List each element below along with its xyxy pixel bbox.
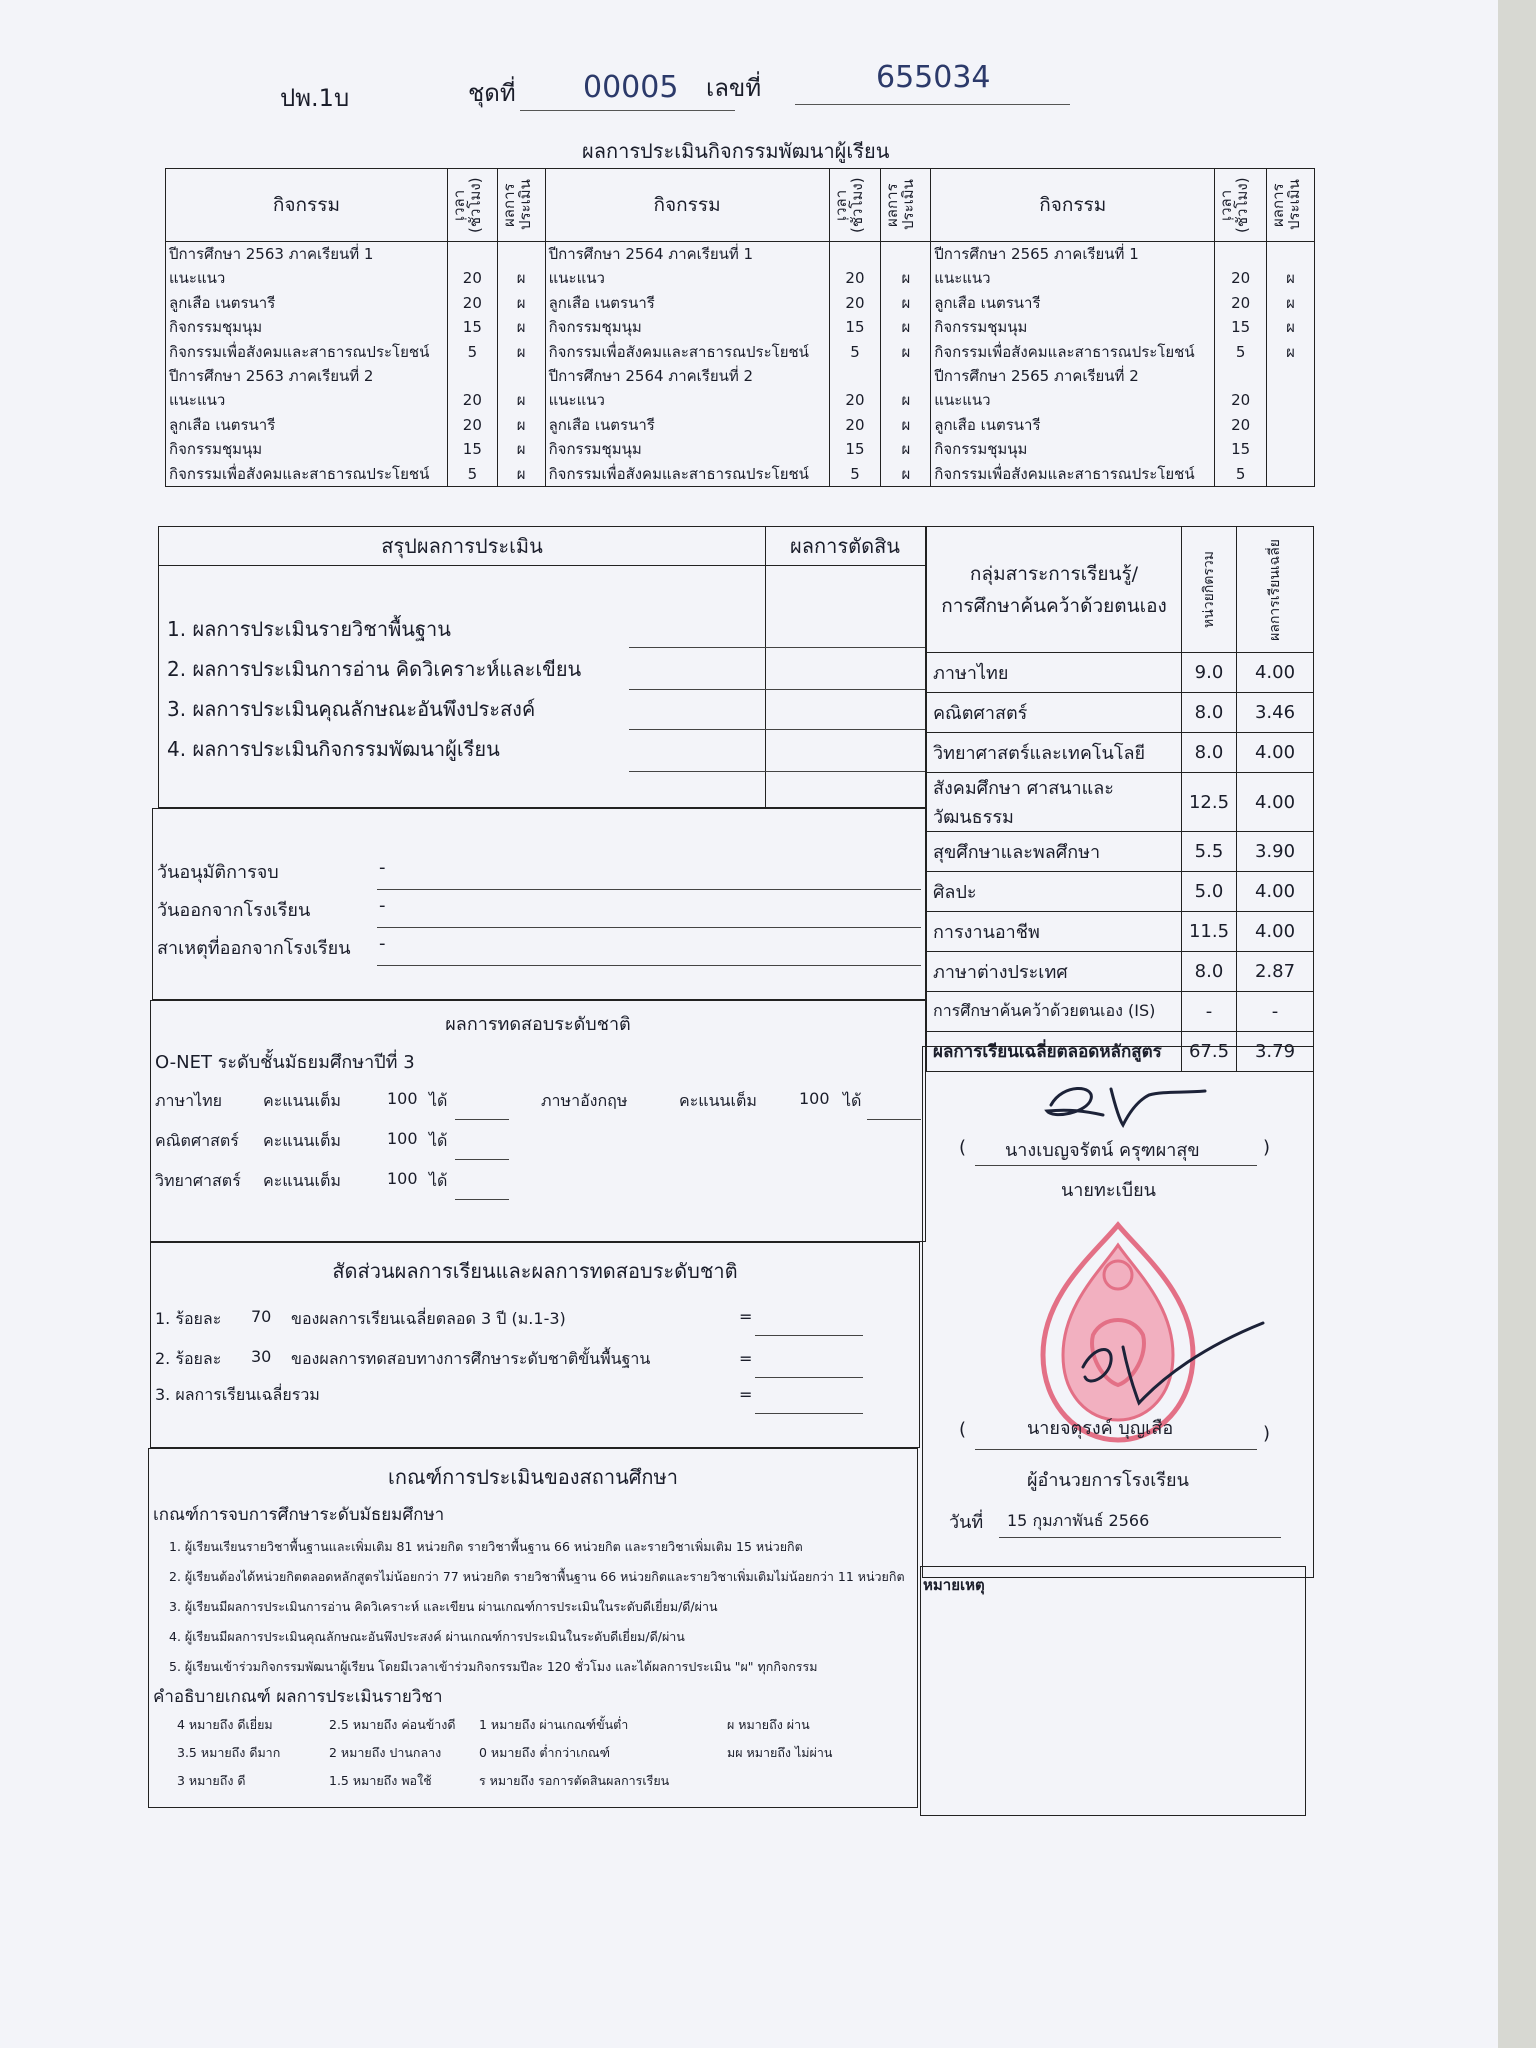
grade-total-credit: 67.5 [1182,1032,1237,1072]
reason-label: สาเหตุที่ออกจากโรงเรียน [157,938,351,959]
ratio-line3-label: 3. ผลการเรียนเฉลี่ยรวม [155,1385,320,1404]
onet-full-label: คะแนนเต็ม [263,1131,341,1150]
activity-result [884,242,927,266]
activity-hours: 15 [462,440,482,459]
activity-result [1270,437,1311,461]
activity-result [1270,242,1311,266]
activity-result: ผ [516,293,526,312]
activity-hours: 5 [850,464,860,483]
onet-subject: คณิตศาสตร์ [155,1131,239,1150]
grades-col-credit: หน่วยกิตรวม [1182,527,1237,653]
director-signature [993,1307,1273,1417]
set-label: ชุดที่ [468,79,516,107]
activity-hours: 5 [467,464,478,483]
approve-label: วันอนุมัติการจบ [157,862,279,883]
activity-hours: 5 [1235,464,1246,483]
legend-item: 0 หมายถึง ต่ำกว่าเกณฑ์ [479,1745,610,1760]
decision-line [629,689,925,690]
activity-name: แนะแนว [934,391,991,410]
activity-name: กิจกรรมชุมนุม [169,440,263,459]
onet-subject: วิทยาศาสตร์ [155,1171,241,1190]
equals-sign: = [739,1307,753,1326]
page-edge [1498,0,1536,2048]
ratio-value-line [755,1413,863,1414]
activity-hours [451,242,494,266]
onet-full-label: คะแนนเต็ม [263,1171,341,1190]
grade-subject: วิทยาศาสตร์และเทคโนโลยี [927,733,1182,773]
remarks-label: หมายเหตุ [923,1576,985,1594]
activity-result [1270,413,1311,437]
grade-subject: สุขศึกษาและพลศึกษา [927,832,1182,872]
criteria-item-4: 4. ผู้เรียนมีผลการประเมินคุณลักษณะอันพึงประสงค์ ผ่านเกณฑ์การประเมินในระดับดีเยี่ยม/ดี/ผ่าน [169,1629,685,1644]
activities-table [165,168,1315,487]
activity-hours [1218,242,1263,266]
activity-name: ปีการศึกษา 2564 ภาคเรียนที่ 2 [548,366,754,385]
activity-result: ผ [901,440,911,459]
number-underline [795,104,1070,105]
activity-name: กิจกรรมเพื่อสังคมและสาธารณประโยชน์ [169,464,430,483]
grade-value: 4.00 [1237,872,1314,912]
activity-hours: 20 [1231,293,1251,312]
activity-hours: 15 [462,318,482,337]
paren-open: ( [959,1137,967,1158]
activity-name: กิจกรรมชุมนุม [548,318,642,337]
onet-full-label: คะแนนเต็ม [263,1091,341,1110]
col1-results [497,242,545,487]
col-hours: เวลา (ชั่วโมง) [447,169,497,242]
activity-hours: 20 [845,415,865,434]
grade-credit: 5.0 [1182,872,1237,912]
activity-name: ปีการศึกษา 2563 ภาคเรียนที่ 1 [169,245,374,263]
col-hours: เวลา (ชั่วโมง) [1215,169,1267,242]
director-name: นายจตุรงค์ บุญเสือ [1027,1418,1174,1439]
legend-item: มผ หมายถึง ไม่ผ่าน [727,1745,833,1760]
activity-name: ลูกเสือ เนตรนารี [934,293,1041,312]
activity-hours: 20 [462,391,482,410]
decision-line [629,647,925,648]
number-label: เลขที่ [706,74,762,102]
grade-legend-title: คำอธิบายเกณฑ์ ผลการประเมินรายวิชา [153,1687,443,1707]
grade-credit: 11.5 [1182,912,1237,952]
activity-result: ผ [1286,293,1295,312]
summary-item-2: 2. ผลการประเมินการอ่าน คิดวิเคราะห์และเขียน [167,657,582,681]
onet-subject: ภาษาอังกฤษ [541,1091,628,1110]
activity-result: ผ [901,464,911,483]
col-activity: กิจกรรม [931,169,1215,242]
col-result: ผลการประเมิน [1267,169,1315,242]
ratio-line1-text: ของผลการเรียนเฉลี่ยตลอด 3 ปี (ม.1-3) [291,1309,566,1328]
equals-sign: = [739,1349,753,1368]
activity-hours: 15 [1231,318,1251,337]
activity-name: กิจกรรมชุมนุม [934,318,1028,337]
col3-names [931,242,1215,487]
activity-name: ลูกเสือ เนตรนารี [548,293,655,312]
onet-score-line [455,1159,509,1160]
legend-item: ผ หมายถึง ผ่าน [727,1717,810,1732]
col2-results [881,242,931,487]
onet-full-score: 100 [387,1129,418,1148]
activity-hours: 20 [462,415,482,434]
ratio-line1-label: 1. ร้อยละ [155,1309,222,1328]
activity-name: กิจกรรมชุมนุม [548,440,642,459]
activity-name: แนะแนว [169,269,226,288]
paren-close: ) [1263,1423,1271,1444]
col2-names [545,242,829,487]
activity-hours: 5 [1235,342,1246,361]
onet-got-label: ได้ [429,1131,448,1150]
activity-name: ลูกเสือ เนตรนารี [548,415,655,434]
grade-value: 3.90 [1237,832,1314,872]
ratio-title: สัดส่วนผลการเรียนและผลการทดสอบระดับชาติ [332,1259,738,1283]
col-result: ผลการประเมิน [881,169,931,242]
activity-name: ปีการศึกษา 2564 ภาคเรียนที่ 1 [548,245,754,263]
national-test-title: ผลการทดสอบระดับชาติ [445,1014,631,1035]
activity-name: แนะแนว [934,269,991,288]
activity-result: ผ [516,391,526,410]
ratio-line2-percent: 30 [251,1347,272,1366]
summary-title: สรุปผลการประเมิน [159,527,766,566]
ratio-line2-label: 2. ร้อยละ [155,1349,222,1368]
grade-credit: 8.0 [1182,952,1237,992]
activities-body [166,242,1315,487]
col-activity: กิจกรรม [166,169,448,242]
legend-item: 4 หมายถึง ดีเยี่ยม [177,1717,273,1732]
activity-result: ผ [516,415,526,434]
decision-title: ผลการตัดสิน [765,527,925,566]
signature-panel [922,1046,1314,1578]
leave-value: - [379,895,386,916]
activity-hours [451,364,494,388]
activity-hours: 15 [845,318,865,337]
set-underline [520,110,735,111]
document-number: 655034 [876,60,991,95]
activity-name: กิจกรรมชุมนุม [934,440,1028,459]
activity-name: แนะแนว [169,391,226,410]
grade-total-label: ผลการเรียนเฉลี่ยตลอดหลักสูตร [927,1032,1182,1072]
summary-item-1: 1. ผลการประเมินรายวิชาพื้นฐาน [167,617,451,641]
criteria-item-3: 3. ผู้เรียนมีผลการประเมินการอ่าน คิดวิเคราะห์ และเขียน ผ่านเกณฑ์การประเมินในระดับดีเยี่ยม/ดี/ผ่าน [169,1599,718,1614]
director-title: ผู้อำนวยการโรงเรียน [1027,1470,1189,1491]
col1-hours [447,242,497,487]
approve-line [377,889,921,890]
grade-subject: ภาษาต่างประเทศ [927,952,1182,992]
date-value: 15 กุมภาพันธ์ 2566 [1007,1511,1150,1530]
activity-result: ผ [516,342,526,361]
activity-hours: 20 [1231,415,1251,434]
activity-hours: 20 [1231,269,1251,288]
activity-result: ผ [516,440,526,459]
activity-name: กิจกรรมเพื่อสังคมและสาธารณประโยชน์ [548,464,809,483]
ratio-line2-text: ของผลการทดสอบทางการศึกษาระดับชาติขั้นพื้นฐาน [291,1349,651,1368]
onet-got-label: ได้ [429,1091,448,1110]
activity-result: ผ [516,464,526,483]
legend-item: 3.5 หมายถึง ดีมาก [177,1745,281,1760]
grade-subject: การงานอาชีพ [927,912,1182,952]
activity-name: ปีการศึกษา 2563 ภาคเรียนที่ 2 [169,366,374,385]
date-line [999,1537,1281,1538]
grade-value: 2.87 [1237,952,1314,992]
registrar-line [975,1165,1257,1166]
activity-name: ปีการศึกษา 2565 ภาคเรียนที่ 1 [934,245,1139,263]
activity-hours: 15 [845,440,865,459]
ratio-value-line [755,1377,863,1378]
legend-item: 1 หมายถึง ผ่านเกณฑ์ขั้นต่ำ [479,1717,629,1732]
onet-full-label: คะแนนเต็ม [679,1091,757,1110]
activity-result: ผ [901,269,911,288]
grade-value: 4.00 [1237,773,1314,832]
onet-score-line [455,1199,509,1200]
col3-results [1267,242,1315,487]
grade-value: 3.46 [1237,693,1314,733]
legend-item: 2 หมายถึง ปานกลาง [329,1745,442,1760]
col-activity: กิจกรรม [545,169,829,242]
activity-result: ผ [901,342,911,361]
activity-name: ลูกเสือ เนตรนารี [169,293,276,312]
onet-score-line [455,1119,509,1120]
approve-value: - [379,857,386,878]
registrar-signature [1033,1075,1213,1135]
ratio-value-line [755,1335,863,1336]
activity-name: กิจกรรมเพื่อสังคมและสาธารณประโยชน์ [934,342,1195,361]
registrar-name: นางเบญจรัตน์ ครุฑผาสุข [1005,1140,1200,1161]
activity-hours: 5 [467,342,478,361]
activity-result: ผ [901,415,911,434]
set-number: 00005 [583,70,679,105]
activity-name: กิจกรรมชุมนุม [169,318,263,337]
activity-hours [833,364,878,388]
onet-full-score: 100 [387,1089,418,1108]
activity-name: กิจกรรมเพื่อสังคมและสาธารณประโยชน์ [169,342,430,361]
activity-hours [833,242,878,266]
director-line [975,1449,1257,1450]
col-result: ผลการประเมิน [497,169,545,242]
activity-hours: 20 [845,269,865,288]
grades-col-grade: ผลการเรียนเฉลี่ย [1237,527,1314,653]
grade-credit: - [1182,992,1237,1032]
grade-credit: 8.0 [1182,693,1237,733]
onet-score-line [867,1119,921,1120]
grade-credit: 5.5 [1182,832,1237,872]
col3-hours [1215,242,1267,487]
grade-value: 4.00 [1237,653,1314,693]
activity-hours: 20 [1231,391,1251,410]
onet-got-label: ได้ [429,1171,448,1190]
onet-full-score: 100 [799,1089,830,1108]
criteria-subtitle: เกณฑ์การจบการศึกษาระดับมัธยมศึกษา [153,1505,445,1525]
summary-item-4: 4. ผลการประเมินกิจกรรมพัฒนาผู้เรียน [167,737,500,761]
activity-result [1270,364,1311,388]
activity-name: ปีการศึกษา 2565 ภาคเรียนที่ 2 [934,366,1139,385]
grade-credit: 12.5 [1182,773,1237,832]
leave-label: วันออกจากโรงเรียน [157,900,311,921]
reason-line [377,965,921,966]
activity-hours [1218,364,1263,388]
activity-result: ผ [901,391,911,410]
activity-result [884,364,927,388]
grade-subject: ภาษาไทย [927,653,1182,693]
activity-result [1270,388,1311,412]
activity-name: แนะแนว [548,391,605,410]
activity-result: ผ [1286,318,1295,337]
summary-item-3: 3. ผลการประเมินคุณลักษณะอันพึงประสงค์ [167,697,536,721]
activity-result: ผ [1286,342,1295,361]
activity-result [501,364,542,388]
activity-hours: 20 [462,269,482,288]
activity-hours: 20 [462,293,482,312]
activity-result: ผ [516,318,526,337]
criteria-title: เกณฑ์การประเมินของสถานศึกษา [388,1465,678,1489]
activity-result: ผ [901,318,911,337]
criteria-item-2: 2. ผู้เรียนต้องได้หน่วยกิตตลอดหลักสูตรไม่น้อยกว่า 77 หน่วยกิต รายวิชาพื้นฐาน 66 หน่วยกิตและรายวิชาเพิ่มเติมไม่น้อยกว่า 11 หน่วยกิต [169,1569,905,1584]
activity-result [501,242,542,266]
activity-result: ผ [901,293,911,312]
decision-line [629,771,925,772]
criteria-item-5: 5. ผู้เรียนเข้าร่วมกิจกรรมพัฒนาผู้เรียน โดยมีเวลาเข้าร่วมกิจกรรมปีละ 120 ชั่วโมง และได้ผลการประเมิน "ผ" ทุกกิจกรรม [169,1659,818,1674]
grade-subject: คณิตศาสตร์ [927,693,1182,733]
col-hours: เวลา (ชั่วโมง) [829,169,881,242]
activity-hours: 15 [1231,440,1251,459]
summary-box [158,526,926,808]
activity-result: ผ [516,269,526,288]
national-test-box [150,1000,926,1242]
paren-open: ( [959,1419,967,1440]
grade-credit: 9.0 [1182,653,1237,693]
onet-subtitle: O-NET ระดับชั้นมัธยมศึกษาปีที่ 3 [155,1052,415,1073]
activity-hours: 5 [850,342,860,361]
criteria-item-1: 1. ผู้เรียนเรียนรายวิชาพื้นฐานและเพิ่มเติม 81 หน่วยกิต รายวิชาพื้นฐาน 66 หน่วยกิต และรายวิชาเพิ่มเติม 15 หน่วยกิต [169,1539,803,1554]
grade-credit: 8.0 [1182,733,1237,773]
equals-sign: = [739,1385,753,1404]
grade-subject: การศึกษาค้นคว้าด้วยตนเอง (IS) [927,992,1182,1032]
grade-subject: สังคมศึกษา ศาสนาและวัฒนธรรม [927,773,1182,832]
decision-line [629,729,925,730]
grade-total-value: 3.79 [1237,1032,1314,1072]
col2-hours [829,242,881,487]
grade-subject: ศิลปะ [927,872,1182,912]
remarks-box [920,1566,1306,1816]
onet-full-score: 100 [387,1169,418,1188]
legend-item: 1.5 หมายถึง พอใช้ [329,1773,432,1788]
form-code: ปพ.1บ [280,84,350,112]
legend-item: 2.5 หมายถึง ค่อนข้างดี [329,1717,456,1732]
registrar-title: นายทะเบียน [1061,1180,1156,1201]
grades-table [926,526,1314,1072]
activity-hours: 20 [845,391,865,410]
criteria-box [148,1448,918,1808]
col1-names [166,242,448,487]
onet-subject: ภาษาไทย [155,1091,223,1110]
ratio-box [150,1242,920,1448]
activity-name: กิจกรรมเพื่อสังคมและสาธารณประโยชน์ [548,342,809,361]
grades-header: กลุ่มสาระการเรียนรู้/ การศึกษาค้นคว้าด้วยตนเอง [927,527,1182,653]
grade-value: 4.00 [1237,912,1314,952]
grade-value: 4.00 [1237,733,1314,773]
leave-line [377,927,921,928]
onet-got-label: ได้ [843,1091,862,1110]
dates-box [152,808,926,1000]
activity-result: ผ [1286,269,1295,288]
activity-result [1270,462,1311,486]
activity-name: ลูกเสือ เนตรนารี [934,415,1041,434]
activities-title: ผลการประเมินกิจกรรมพัฒนาผู้เรียน [582,139,890,163]
reason-value: - [379,933,386,954]
activity-name: แนะแนว [548,269,605,288]
legend-item: 3 หมายถึง ดี [177,1773,246,1788]
activity-hours: 20 [845,293,865,312]
legend-item: ร หมายถึง รอการตัดสินผลการเรียน [479,1773,670,1788]
ratio-line1-percent: 70 [251,1307,272,1326]
date-label: วันที่ [949,1512,984,1533]
grade-value: - [1237,992,1314,1032]
activity-name: ลูกเสือ เนตรนารี [169,415,276,434]
activity-name: กิจกรรมเพื่อสังคมและสาธารณประโยชน์ [934,464,1195,483]
paren-close: ) [1263,1137,1271,1158]
